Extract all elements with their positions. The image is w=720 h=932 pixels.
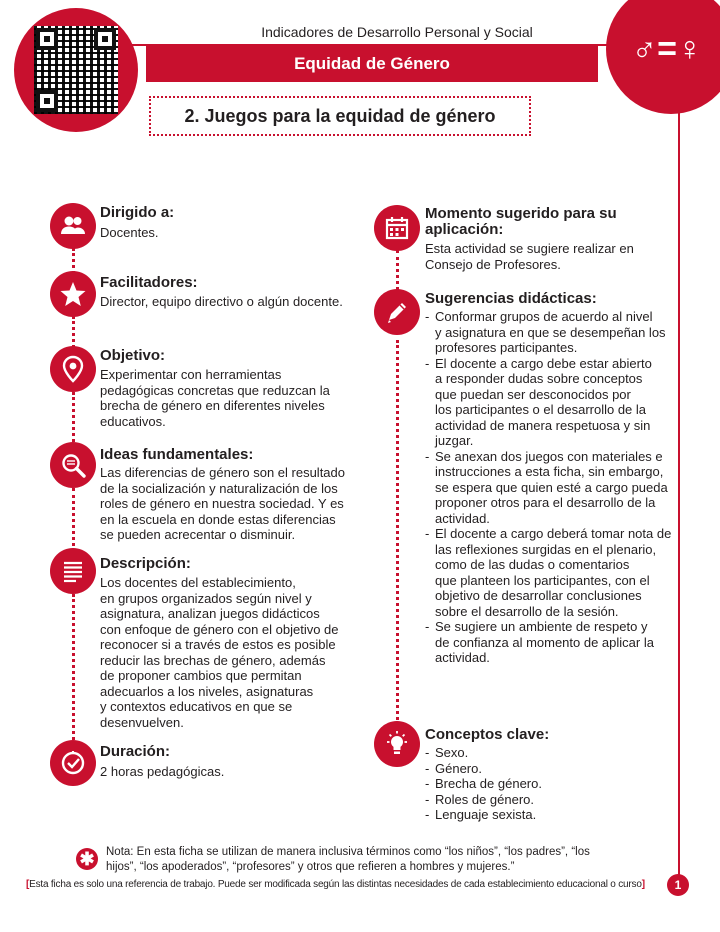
sugerencia-item xyxy=(425,309,677,356)
sugerencia-line: sobre el desarrollo de la sesión. xyxy=(435,603,619,619)
sugerencia-line: que puedan ser desconocidos por xyxy=(435,386,631,402)
ideas-line: Las diferencias de género son el resultado xyxy=(100,465,345,480)
gender-equality-badge xyxy=(606,0,720,114)
sugerencia-line: como de las dudas o comentarios xyxy=(435,557,630,572)
concepto-item: - Brecha de género. xyxy=(425,776,542,792)
calendar-icon xyxy=(374,205,420,251)
sugerencia-line: proponer otros para el desarrollo de la xyxy=(435,495,656,510)
concepto-item: - Sexo. xyxy=(425,745,542,761)
descripcion-line: de proponer cambios que permitan xyxy=(100,668,302,683)
lightbulb-icon xyxy=(374,721,420,767)
sugerencia-line: objetivo de desarrollar conclusiones xyxy=(435,588,642,603)
conceptos-list xyxy=(425,745,542,823)
qr-finder-top-right xyxy=(94,28,116,50)
ideas-title: Ideas fundamentales: xyxy=(100,446,254,463)
qr-code-icon xyxy=(34,26,118,114)
momento-title-line: Momento sugerido para su xyxy=(425,205,617,222)
disclaimer xyxy=(26,878,666,892)
sugerencia-item xyxy=(425,356,677,449)
sugerencia-line: actividad. xyxy=(435,510,490,526)
header-band xyxy=(146,46,598,82)
duracion-body: 2 horas pedagógicas. xyxy=(100,764,225,779)
concepto-item: - Lenguaje sexista. xyxy=(425,807,542,823)
momento-title xyxy=(425,206,617,238)
sugerencia-line: de confianza al momento de aplicar la xyxy=(435,634,654,650)
pen-icon xyxy=(374,289,420,335)
star-icon xyxy=(50,271,96,317)
momento-title-line: aplicación: xyxy=(425,221,504,238)
qr-finder-top-left xyxy=(36,28,58,50)
sugerencia-line: - El docente a cargo debe estar abierto xyxy=(435,355,652,371)
page-number: 1 xyxy=(667,874,689,896)
activity-subtitle: 2. Juegos para la equidad de género xyxy=(184,105,496,126)
sugerencia-item xyxy=(425,619,677,666)
dirigido-body: Docentes. xyxy=(100,225,159,240)
sugerencia-line: - Se anexan dos juegos con materiales e xyxy=(435,448,663,464)
objetivo-line: brecha de género en diferentes niveles xyxy=(100,398,325,413)
disclaimer-bracket-close: ] xyxy=(641,879,645,890)
ideas-body xyxy=(100,465,345,543)
sugerencia-line: - El docente a cargo deberá tomar nota de xyxy=(435,526,672,541)
sugerencia-line: que planteen los participantes, con el xyxy=(435,572,650,588)
connector-dots xyxy=(72,316,75,348)
descripcion-line: asignatura, analizan juegos didácticos xyxy=(100,606,320,621)
ideas-line: se pueden acrecentar o disminuir. xyxy=(100,527,296,542)
people-icon xyxy=(50,203,96,249)
objetivo-body xyxy=(100,367,330,429)
facilitadores-body: Director, equipo directivo o algún docente. xyxy=(100,294,343,309)
inclusive-language-note xyxy=(106,845,636,875)
ideas-line: roles de género en nuestra sociedad. Y es xyxy=(100,496,344,511)
sugerencia-line: - Se sugiere un ambiente de respeto y xyxy=(435,619,648,634)
descripcion-line: en grupos organizados según nivel y xyxy=(100,590,312,606)
dirigido-title: Dirigido a: xyxy=(100,204,175,221)
objetivo-line: educativos. xyxy=(100,413,166,429)
clock-icon xyxy=(50,740,96,786)
sugerencia-line: actividad de manera respetuosa y sin xyxy=(435,417,651,433)
sugerencia-line: instrucciones a esta ficha, sin embargo, xyxy=(435,464,664,479)
text-lines-icon xyxy=(50,548,96,594)
sugerencia-line: se espera que quien esté a cargo pueda xyxy=(435,479,668,495)
descripcion-line: y contextos educativos en que se xyxy=(100,699,293,714)
ideas-line: en la escuela en donde estas diferencias xyxy=(100,511,336,527)
conceptos-title: Conceptos clave: xyxy=(425,726,550,743)
magnifier-icon xyxy=(50,442,96,488)
disclaimer-text: Esta ficha es solo una referencia de trabajo. Puede ser modificada según las distintas necesidades de cada establecimiento educacional o curso xyxy=(29,879,642,890)
asterisk-icon: ✱ xyxy=(76,848,98,870)
disclaimer-bracket-open: [ xyxy=(26,879,30,890)
descripcion-title: Descripción: xyxy=(100,555,191,572)
note-line: hijos”, “los apoderados”, “profesores” y otros que refieren a hombres y mujeres.” xyxy=(106,861,515,873)
connector-dots xyxy=(72,594,75,740)
sugerencia-line: - Conformar grupos de acuerdo al nivel xyxy=(435,309,653,324)
descripcion-line: desenvuelven. xyxy=(100,714,184,730)
connector-dots xyxy=(396,340,399,720)
activity-subtitle-box xyxy=(149,96,531,136)
ideas-line: de la socialización y naturalización de los xyxy=(100,480,338,496)
location-pin-icon xyxy=(50,346,96,392)
connector-dots xyxy=(72,392,75,442)
header-supertitle: Indicadores de Desarrollo Personal y Social xyxy=(261,24,533,40)
facilitadores-title: Facilitadores: xyxy=(100,274,198,291)
descripcion-line: adecuarlos a los niveles, asignaturas xyxy=(100,683,314,699)
header-band-title: Equidad de Género xyxy=(294,54,450,73)
objetivo-title: Objetivo: xyxy=(100,347,166,364)
connector-dots xyxy=(72,488,75,546)
descripcion-line: reconocer si a través de estos es posible xyxy=(100,637,336,652)
sugerencia-line: actividad. xyxy=(435,650,490,665)
note-line: Nota: En esta ficha se utilizan de manera inclusiva términos como “los niños”, “los padres”, “los xyxy=(106,846,590,858)
sugerencia-line: las reflexiones surgidas en el plenario, xyxy=(435,541,657,557)
right-rail-line xyxy=(678,110,680,878)
descripcion-line: con enfoque de género con el objetivo de xyxy=(100,621,339,637)
momento-line: Esta actividad se sugiere realizar en xyxy=(425,241,634,256)
momento-line: Consejo de Profesores. xyxy=(425,256,561,272)
objetivo-line: Experimentar con herramientas xyxy=(100,367,282,382)
connector-dots xyxy=(396,250,399,290)
sugerencia-line: profesores participantes. xyxy=(435,340,578,355)
duracion-title: Duración: xyxy=(100,743,171,760)
concepto-item: - Género. xyxy=(425,761,542,777)
sugerencia-line: los participantes o el desarrollo de la xyxy=(435,402,647,417)
descripcion-body xyxy=(100,575,339,730)
gender-equality-icon: ♂=♀ xyxy=(631,29,703,68)
sugerencia-line: y asignatura en que se desempeñan los xyxy=(435,324,666,340)
descripcion-line: Los docentes del establecimiento, xyxy=(100,575,296,590)
sugerencias-title: Sugerencias didácticas: xyxy=(425,290,597,307)
sugerencias-list xyxy=(425,309,677,666)
objetivo-line: pedagógicas concretas que reduzcan la xyxy=(100,382,330,398)
momento-body xyxy=(425,241,634,272)
qr-code-badge xyxy=(14,8,138,132)
sugerencia-line: juzgar. xyxy=(435,433,474,448)
sugerencia-item xyxy=(425,449,677,527)
sugerencia-line: a responder dudas sobre conceptos xyxy=(435,371,643,386)
qr-finder-bottom-left xyxy=(36,90,58,112)
concepto-item: - Roles de género. xyxy=(425,792,542,808)
sugerencia-item xyxy=(425,526,677,619)
descripcion-line: reducir las brechas de género, además xyxy=(100,652,326,668)
